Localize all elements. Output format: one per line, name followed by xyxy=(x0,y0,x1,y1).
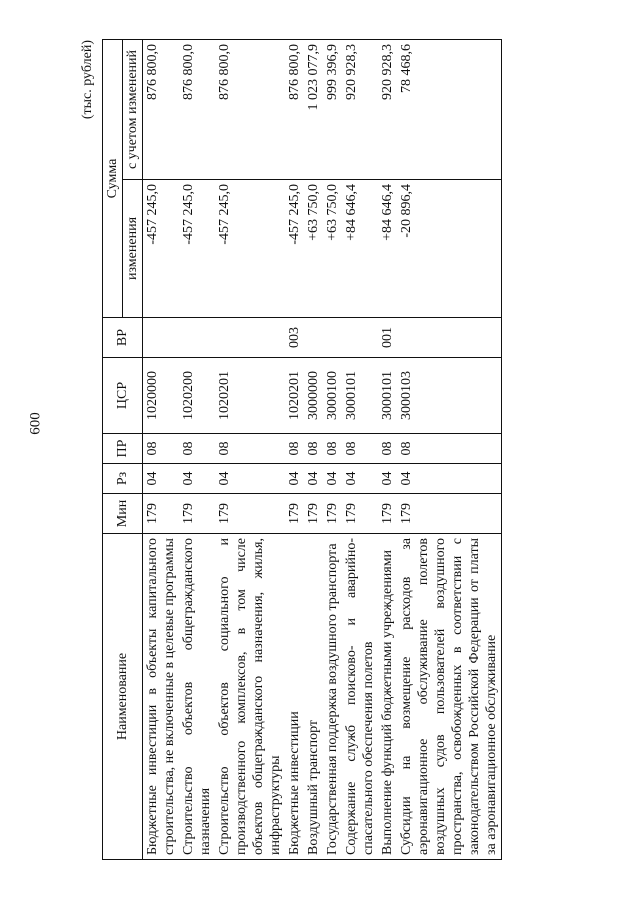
row-name: Выполнение функций бюджетными учреждениями xyxy=(378,534,397,860)
budget-sheet xyxy=(80,40,600,860)
row-pr: 08 xyxy=(378,434,397,464)
row-total: 876 800,0 xyxy=(215,40,285,180)
row-csr: 1020000 xyxy=(143,358,180,434)
row-csr: 3000101 xyxy=(342,358,378,434)
row-csr: 3000103 xyxy=(397,358,502,434)
row-rz: 04 xyxy=(143,464,180,494)
row-change: +63 750,0 xyxy=(323,180,342,318)
row-change: -457 245,0 xyxy=(215,180,285,318)
row-pr: 08 xyxy=(215,434,285,464)
row-csr: 3000100 xyxy=(323,358,342,434)
row-name: Строительство объектов социального и производственного комплексов, в том числе объектов общегражданского назначения, жилья, инфраструктуры xyxy=(215,534,285,860)
row-vr xyxy=(397,318,502,358)
table-row xyxy=(378,40,397,860)
row-name: Воздушный транспорт xyxy=(304,534,323,860)
row-change: -20 896,4 xyxy=(397,180,502,318)
row-change: -457 245,0 xyxy=(285,180,304,318)
row-change: +63 750,0 xyxy=(304,180,323,318)
row-vr: 003 xyxy=(285,318,304,358)
row-min: 179 xyxy=(323,494,342,534)
row-min: 179 xyxy=(378,494,397,534)
row-csr: 1020200 xyxy=(179,358,215,434)
row-min: 179 xyxy=(285,494,304,534)
row-total: 876 800,0 xyxy=(285,40,304,180)
row-pr: 08 xyxy=(304,434,323,464)
table-row xyxy=(285,40,304,860)
header-min: Мин xyxy=(103,494,143,534)
table-row xyxy=(179,40,215,860)
row-pr: 08 xyxy=(323,434,342,464)
row-vr xyxy=(143,318,180,358)
row-min: 179 xyxy=(397,494,502,534)
row-rz: 04 xyxy=(323,464,342,494)
header-changes: изменения xyxy=(123,180,143,318)
row-change: +84 646,4 xyxy=(378,180,397,318)
header-row-1 xyxy=(103,40,123,860)
header-pr: ПР xyxy=(103,434,143,464)
row-min: 179 xyxy=(304,494,323,534)
row-rz: 04 xyxy=(342,464,378,494)
row-vr xyxy=(342,318,378,358)
row-vr xyxy=(304,318,323,358)
row-name: Бюджетные инвестиции xyxy=(285,534,304,860)
row-total: 876 800,0 xyxy=(179,40,215,180)
row-rz: 04 xyxy=(304,464,323,494)
row-pr: 08 xyxy=(179,434,215,464)
row-name: Бюджетные инвестиции в объекты капитального строительства, не включенные в целевые программы xyxy=(143,534,180,860)
table-row xyxy=(342,40,378,860)
row-csr: 1020201 xyxy=(285,358,304,434)
row-rz: 04 xyxy=(378,464,397,494)
row-change: -457 245,0 xyxy=(143,180,180,318)
row-total: 999 396,9 xyxy=(323,40,342,180)
row-total: 1 023 077,9 xyxy=(304,40,323,180)
row-min: 179 xyxy=(342,494,378,534)
row-total: 78 468,6 xyxy=(397,40,502,180)
units-label: (тыс. рублей) xyxy=(80,40,95,120)
row-min: 179 xyxy=(179,494,215,534)
table-row xyxy=(143,40,180,860)
budget-table xyxy=(102,39,502,860)
header-vr: ВР xyxy=(103,318,143,358)
row-total: 876 800,0 xyxy=(143,40,180,180)
header-sum: Сумма xyxy=(103,40,123,318)
header-csr: ЦСР xyxy=(103,358,143,434)
row-csr: 3000000 xyxy=(304,358,323,434)
table-row xyxy=(215,40,285,860)
row-rz: 04 xyxy=(397,464,502,494)
row-vr: 001 xyxy=(378,318,397,358)
row-vr xyxy=(179,318,215,358)
row-csr: 1020201 xyxy=(215,358,285,434)
table-row xyxy=(304,40,323,860)
row-total: 920 928,3 xyxy=(342,40,378,180)
row-pr: 08 xyxy=(285,434,304,464)
row-rz: 04 xyxy=(215,464,285,494)
table-row xyxy=(323,40,342,860)
row-min: 179 xyxy=(143,494,180,534)
row-vr xyxy=(215,318,285,358)
header-with-changes: с учетом изменений xyxy=(123,40,143,180)
row-vr xyxy=(323,318,342,358)
row-name: Государственная поддержка воздушного транспорта xyxy=(323,534,342,860)
row-pr: 08 xyxy=(143,434,180,464)
row-change: -457 245,0 xyxy=(179,180,215,318)
row-rz: 04 xyxy=(179,464,215,494)
row-name: Содержание служб поисково- и аварийно-спасательного обеспечения полетов xyxy=(342,534,378,860)
page-number: 600 xyxy=(27,412,44,435)
row-rz: 04 xyxy=(285,464,304,494)
header-name: Наименование xyxy=(103,534,143,860)
row-min: 179 xyxy=(215,494,285,534)
row-total: 920 928,3 xyxy=(378,40,397,180)
header-rz: Рз xyxy=(103,464,143,494)
row-csr: 3000101 xyxy=(378,358,397,434)
row-pr: 08 xyxy=(397,434,502,464)
row-name: Субсидии на возмещение расходов за аэронавигационное обслуживание полетов воздушных судов пользователей воздушного пространства, освобожденных в соответствии с законодательством Российской Федерации от платы за аэронавигационное обслуживание xyxy=(397,534,502,860)
table-row xyxy=(397,40,502,860)
row-change: +84 646,4 xyxy=(342,180,378,318)
row-name: Строительство объектов общегражданского назначения xyxy=(179,534,215,860)
row-pr: 08 xyxy=(342,434,378,464)
